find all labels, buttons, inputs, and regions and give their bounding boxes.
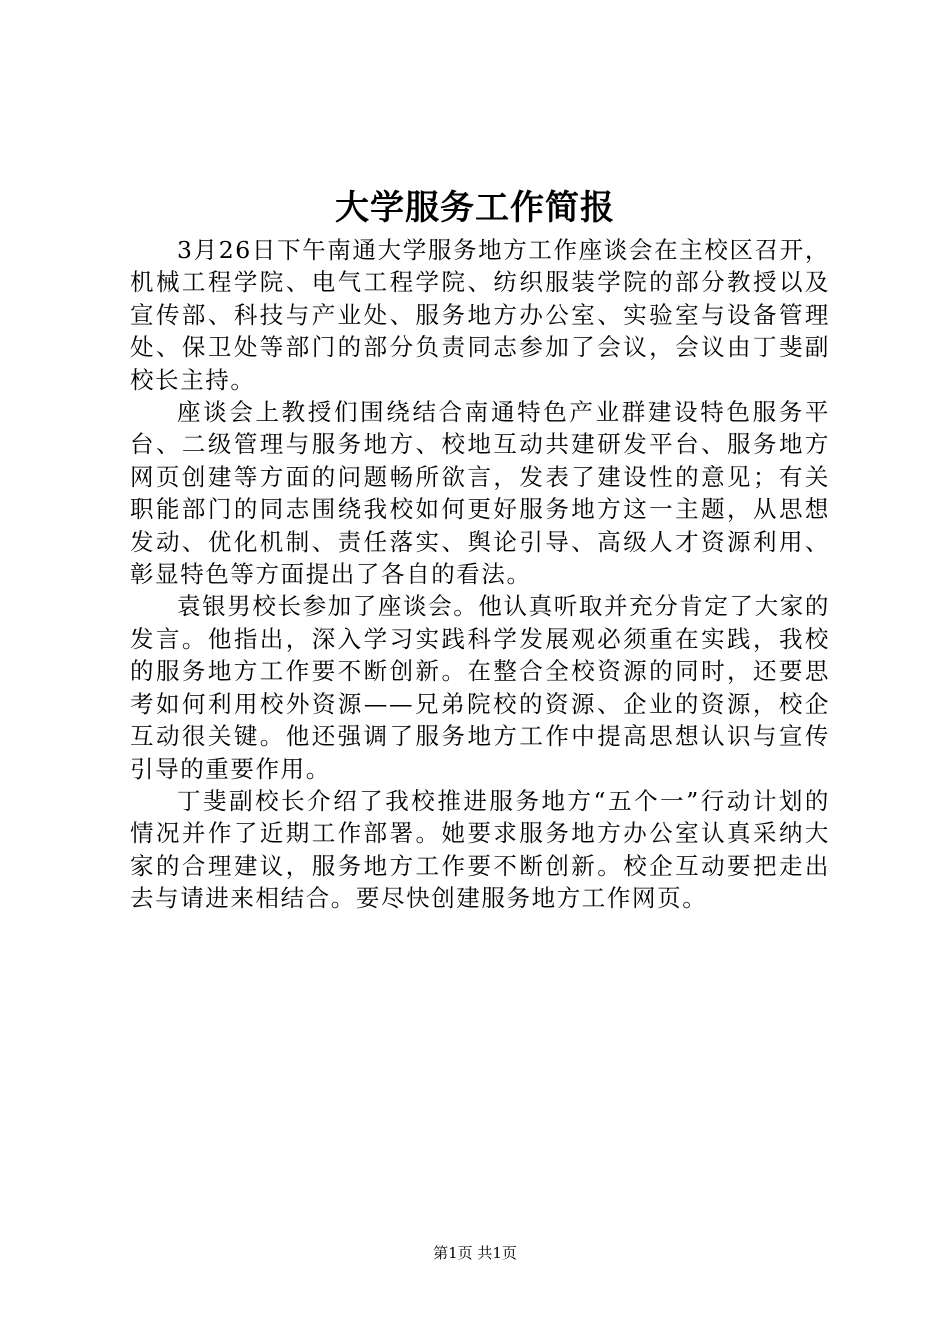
paragraph: 袁银男校长参加了座谈会。他认真听取并充分肯定了大家的发言。他指出，深入学习实践科学发展观必须重在实践，我校的服务地方工作要不断创新。在整合全校资源的同时，还要思考如何利用校外资源——兄弟院校的资源、企业的资源，校企互动很关键。他还强调了服务地方工作中提高思想认识与宣传引导的重要作用。	[130, 592, 830, 783]
document-body	[130, 234, 830, 915]
paragraph: 座谈会上教授们围绕结合南通特色产业群建设特色服务平台、二级管理与服务地方、校地互动共建研发平台、服务地方网页创建等方面的问题畅所欲言，发表了建设性的意见；有关职能部门的同志围绕我校如何更好服务地方这一主题，从思想发动、优化机制、责任落实、舆论引导、高级人才资源利用、彰显特色等方面提出了各自的看法。	[130, 398, 830, 589]
paragraph: 3月26日下午南通大学服务地方工作座谈会在主校区召开，机械工程学院、电气工程学院、纺织服装学院的部分教授以及宣传部、科技与产业处、服务地方办公室、实验室与设备管理处、保卫处等部门的部分负责同志参加了会议，会议由丁斐副校长主持。	[130, 236, 830, 394]
page-number-footer: 第1页 共1页	[433, 1244, 517, 1262]
page-title: 大学服务工作简报	[335, 188, 615, 228]
paragraph: 丁斐副校长介绍了我校推进服务地方“五个一”行动计划的情况并作了近期工作部署。她要求服务地方办公室认真采纳大家的合理建议，服务地方工作要不断创新。校企互动要把走出去与请进来相结合。要尽快创建服务地方工作网页。	[130, 786, 830, 913]
